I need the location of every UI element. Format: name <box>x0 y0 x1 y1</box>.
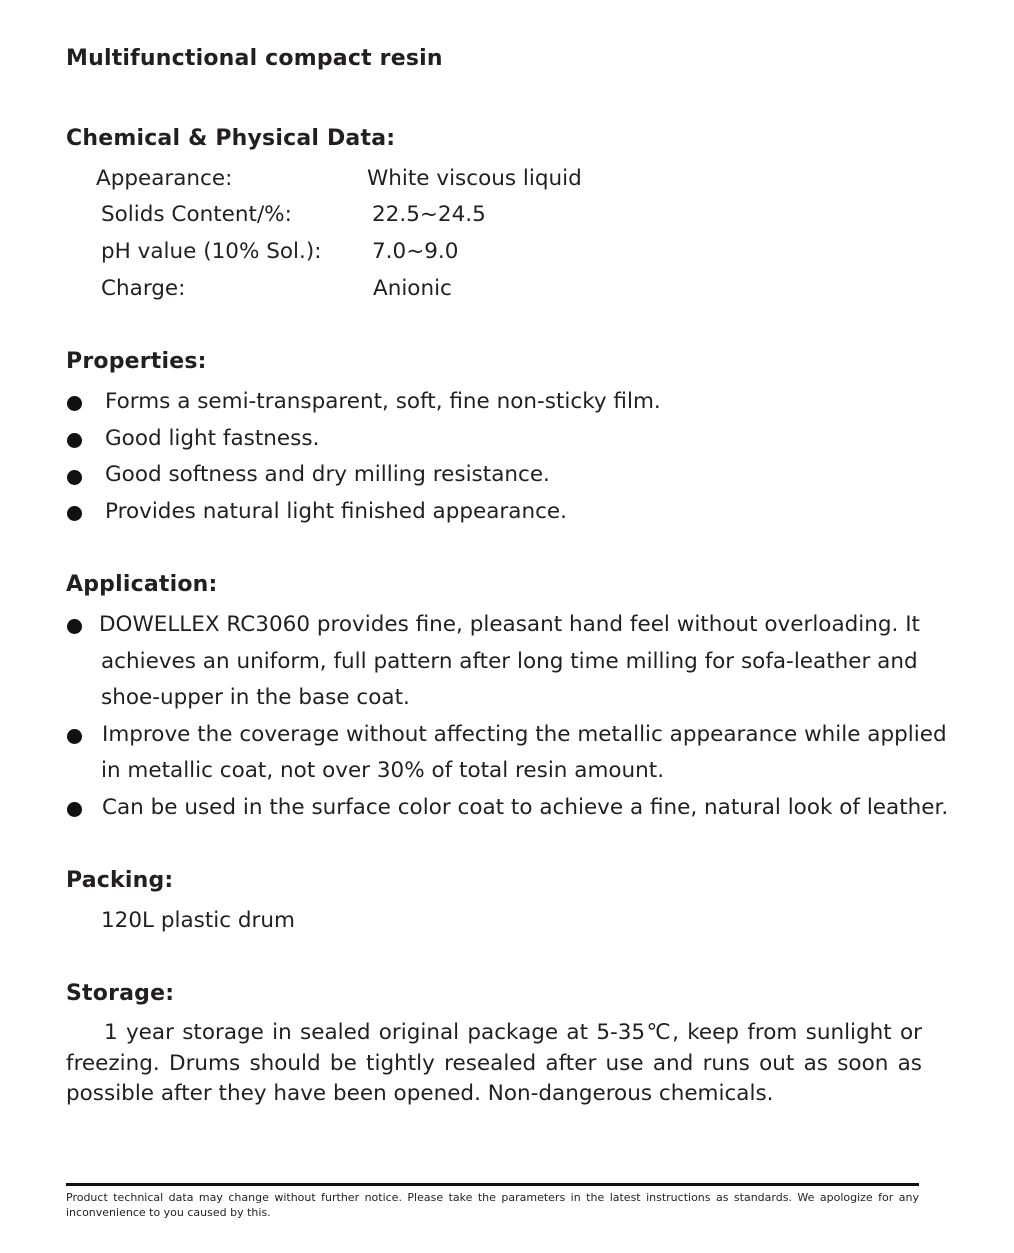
page-title: Multifunctional compact resin <box>66 46 443 71</box>
application-item-line: Improve the coverage without affecting the metallic appearance while applied <box>102 722 947 747</box>
bullet-icon <box>67 506 82 521</box>
packing-text: 120L plastic drum <box>101 908 295 933</box>
appearance-value: White viscous liquid <box>367 166 582 191</box>
solids-value: 22.5~24.5 <box>372 202 486 227</box>
application-heading: Application: <box>66 572 218 597</box>
packing-heading: Packing: <box>66 868 174 893</box>
application-item-line: Can be used in the surface color coat to achieve a fine, natural look of leather. <box>102 795 949 820</box>
ph-label: pH value (10% Sol.): <box>101 239 322 264</box>
bullet-icon <box>67 619 82 634</box>
property-item: Good light fastness. <box>105 426 320 451</box>
application-item-line: DOWELLEX RC3060 provides fine, pleasant hand feel without overloading. It <box>99 612 920 637</box>
application-item-line: achieves an uniform, full pattern after long time milling for sofa-leather and <box>101 649 918 674</box>
footer-divider <box>66 1183 919 1186</box>
appearance-label: Appearance: <box>96 166 233 191</box>
bullet-icon <box>67 802 82 817</box>
bullet-icon <box>67 729 82 744</box>
bullet-icon <box>67 470 82 485</box>
storage-heading: Storage: <box>66 981 175 1006</box>
footer-disclaimer: Product technical data may change without further notice. Please take the parameters in the latest instructions as standards. We apologize for any inconvenience to you caused by this. <box>66 1191 919 1219</box>
charge-label: Charge: <box>101 276 186 301</box>
property-item: Forms a semi-transparent, soft, fine non-sticky film. <box>105 389 661 414</box>
bullet-icon <box>67 396 82 411</box>
charge-value: Anionic <box>373 276 452 301</box>
application-item-line: in metallic coat, not over 30% of total resin amount. <box>101 758 665 783</box>
solids-label: Solids Content/%: <box>101 202 292 227</box>
bullet-icon <box>67 433 82 448</box>
property-item: Good softness and dry milling resistance. <box>105 462 550 487</box>
properties-heading: Properties: <box>66 349 207 374</box>
chemical-heading: Chemical & Physical Data: <box>66 126 396 151</box>
application-item-line: shoe-upper in the base coat. <box>101 685 410 710</box>
property-item: Provides natural light finished appearance. <box>105 499 567 524</box>
ph-value: 7.0~9.0 <box>372 239 459 264</box>
storage-text: 1 year storage in sealed original package at 5-35℃, keep from sunlight or freezing. Drums should be tightly resealed after use and runs out as soon as possible after they have been opened. Non-dangerous chemicals. <box>66 1020 922 1106</box>
